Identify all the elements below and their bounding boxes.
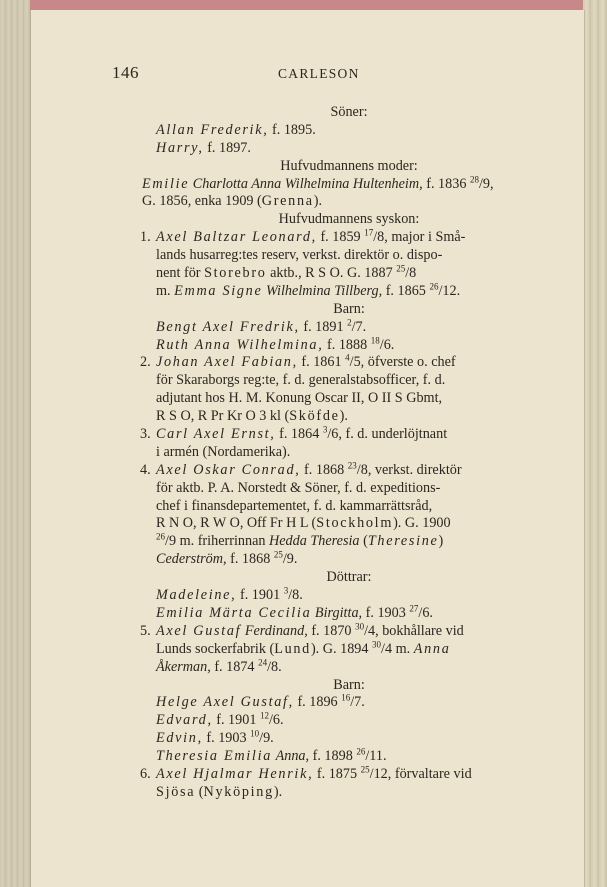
text-line: för aktb. P. A. Norstedt & Söner, f. d. expeditions- (156, 479, 441, 496)
text-line: Cederström, f. 1868 $^{25}$/9. (156, 549, 298, 568)
text-line: adjutant hos H. M. Konung Oscar II, O II S Gbmt, (156, 390, 443, 407)
text-line: Theresia Emilia Anna, f. 1898 $^{26}$/11. (156, 746, 387, 765)
top-edge-band (0, 0, 607, 10)
text-line: Allan Frederik, f. 1895. (156, 121, 316, 138)
book-spine-left (0, 0, 30, 887)
running-head: CARLESON (278, 66, 360, 81)
text-line: 1. Axel Baltzar Leonard, f. 1859 $^{17}$/8, major i Små- (140, 227, 466, 246)
text-line: Bengt Axel Fredrik, f. 1891 $^2$/7. (156, 316, 367, 335)
text-line: Söner: (330, 104, 368, 120)
text-line: m. Emma Signe Wilhelmina Tillberg, f. 1865 $^{26}$/12. (156, 281, 461, 299)
text-line: lands husarreg:tes reserv, verkst. direktör o. dispo- (156, 247, 443, 264)
text-line: Barn: (333, 676, 365, 693)
text-line: R N O, R W O, Off Fr H L (Stockholm). G. 1900 (156, 515, 451, 532)
text-line: G. 1856, enka 1909 (Grenna). (142, 193, 323, 210)
text-line: Hufvudmannens syskon: (278, 211, 420, 228)
text-line: Madeleine, f. 1901 $^3$/8. (156, 585, 303, 604)
text-line: för Skaraborgs reg:te, f. d. generalstabsofficer, f. d. (156, 372, 446, 389)
text-line: 3. Carl Axel Ernst, f. 1864 $^3$/6, f. d. underlöjtnant (140, 424, 448, 443)
text-line: Döttrar: (326, 569, 372, 586)
text-line: 2. Johan Axel Fabian, f. 1861 $^4$/5, öfverste o. chef (140, 352, 456, 371)
text-line: chef i finansdepartementet, f. d. kammarrättsråd, (156, 497, 433, 514)
text-line: i armén (Nordamerika). (156, 443, 291, 460)
text-line: Helge Axel Gustaf, f. 1896 $^{16}$/7. (156, 692, 365, 711)
page-number: 146 (112, 63, 139, 82)
genealogy-text (142, 104, 556, 802)
page-edges-right (583, 0, 607, 887)
text-line: Sjösa (Nyköping). (156, 783, 283, 800)
text-line: 6. Axel Hjalmar Henrik, f. 1875 $^{25}$/12, förvaltare vid (140, 764, 472, 782)
text-line: Lunds sockerfabrik (Lund). G. 1894 $^{30}$/4 m. Anna (156, 638, 451, 657)
text-line: $^{26}$/9 m. friherrinnan Hedda Theresia (Theresine) (156, 531, 444, 550)
text-line: Barn: (333, 300, 365, 317)
text-line: Emilie Charlotta Anna Wilhelmina Hultenheim, f. 1836 $^{28}$/9, (142, 173, 494, 192)
text-line: Emilia Märta Cecilia Birgitta, f. 1903 $^{27}$/6. (156, 603, 433, 621)
text-line: R S O, R Pr Kr O 3 kl (Sköfde). (156, 408, 348, 425)
text-line: Edvin, f. 1903 $^{10}$/9. (156, 728, 274, 747)
text-line: 5. Axel Gustaf Ferdinand, f. 1870 $^{30}$/4, bokhållare vid (140, 621, 464, 639)
text-line: 4. Axel Oskar Conrad, f. 1868 $^{23}$/8, verkst. direktör (140, 460, 462, 478)
text-line: nent för Storebro aktb., R S O. G. 1887 $^{25}$/8 (156, 263, 417, 282)
text-line: Åkerman, f. 1874 $^{24}$/8. (156, 656, 282, 675)
text-line: Harry, f. 1897. (156, 139, 251, 156)
text-line: Hufvudmannens moder: (280, 157, 418, 174)
text-line: Edvard, f. 1901 $^{12}$/6. (156, 710, 284, 729)
text-line: Ruth Anna Wilhelmina, f. 1888 $^{18}$/6. (156, 334, 395, 353)
